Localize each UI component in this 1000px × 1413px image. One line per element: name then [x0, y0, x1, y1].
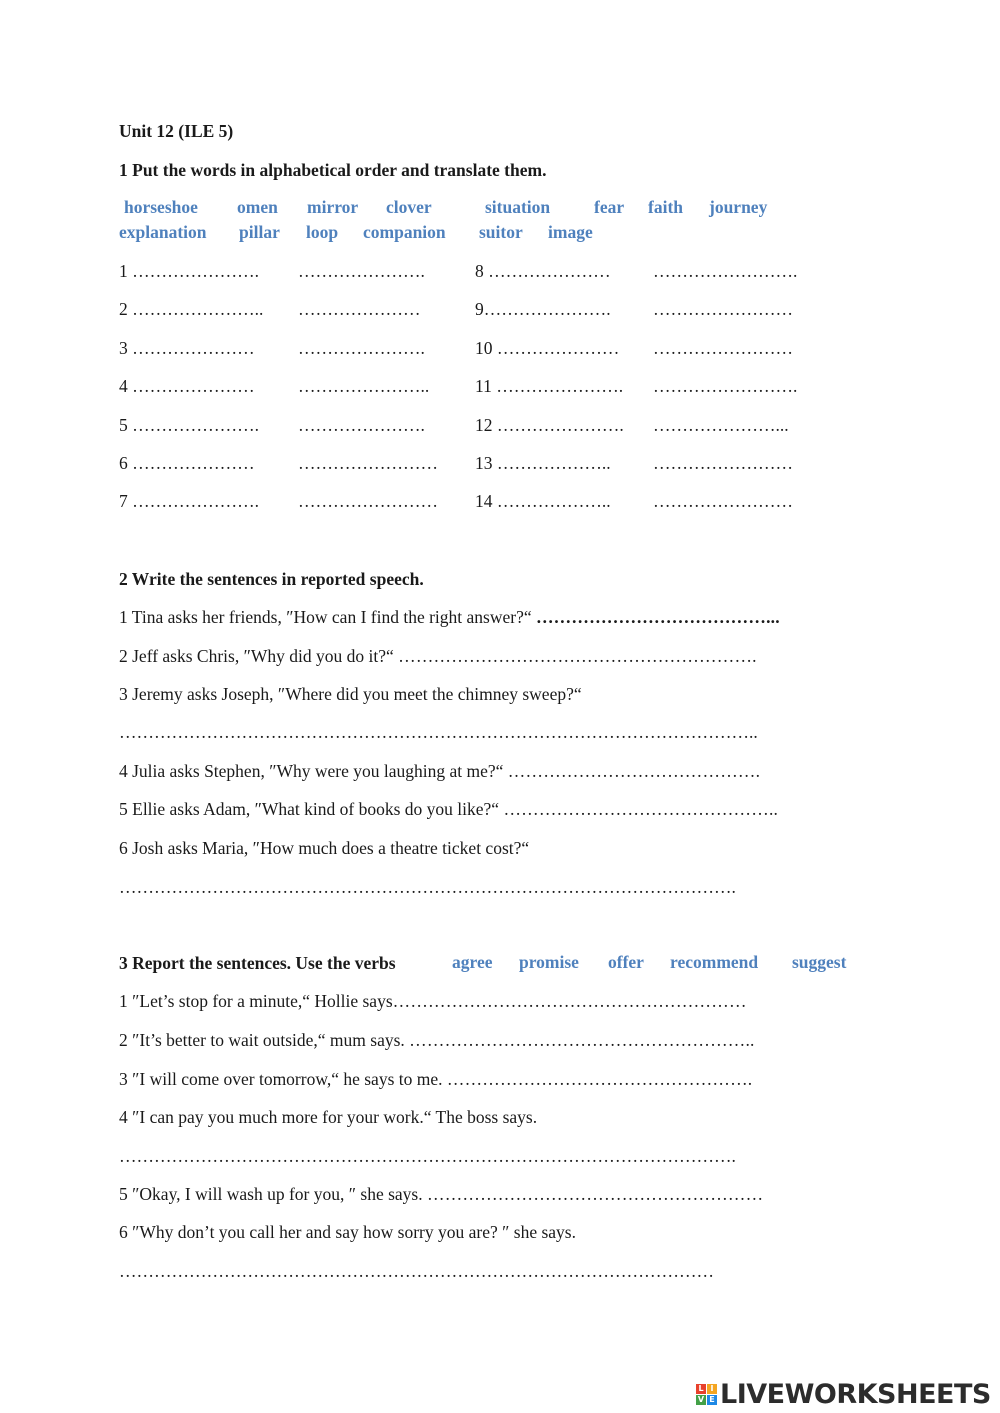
exercise-item — [119, 606, 780, 628]
answer-blank[interactable]: ……………………………………………………. — [398, 646, 757, 666]
exercise-prompt: 6 Josh asks Maria, ″How much does a theatre ticket cost?“ — [119, 838, 530, 858]
answer-blank[interactable]: 1 …………………. — [119, 261, 259, 281]
exercise-item — [119, 1183, 763, 1205]
word-bank-item: image — [548, 222, 593, 242]
translation-blank[interactable]: ………………… — [298, 299, 421, 319]
answer-blank[interactable]: …………………………………………………… — [392, 991, 747, 1011]
answer-blank[interactable]: 6 ………………… — [119, 453, 255, 473]
translation-blank[interactable]: …………………… — [653, 338, 793, 358]
word-bank-item: mirror — [307, 197, 359, 217]
translation-blank[interactable]: …………………… — [653, 491, 793, 511]
word-bank-item: omen — [237, 197, 278, 217]
exercise-item — [119, 798, 778, 820]
exercise-item — [119, 1106, 537, 1128]
exercise-item — [119, 760, 760, 782]
exercise-prompt: 2 Jeff asks Chris, ″Why did you do it?“ — [119, 646, 394, 666]
exercise-item — [119, 1068, 752, 1090]
word-bank-item: explanation — [119, 222, 207, 242]
exercise-prompt: 3 ″I will come over tomorrow,“ he says to me. — [119, 1069, 443, 1089]
translation-blank[interactable]: …………………… — [653, 299, 793, 319]
section-3-heading-row — [119, 952, 396, 974]
answer-blank[interactable]: ………………………………………………………………………………………… — [119, 1261, 714, 1281]
exercise-prompt: 2 ″It’s better to wait outside,“ mum says. — [119, 1030, 405, 1050]
word-bank-item: companion — [363, 222, 446, 242]
exercise-item — [119, 1029, 755, 1051]
answer-blank[interactable]: 8 ………………… — [475, 261, 611, 281]
answer-blank[interactable]: 2 ………………….. — [119, 299, 264, 319]
answer-blank[interactable]: 12 …………………. — [475, 415, 624, 435]
answer-blank[interactable]: 4 ………………… — [119, 376, 255, 396]
answer-blank[interactable]: ……………………………………….. — [503, 799, 779, 819]
answer-blank[interactable]: ……………………………………………………………………………………………. — [119, 877, 736, 897]
translation-blank[interactable]: …………………… — [653, 453, 793, 473]
translation-blank[interactable]: …………………. — [298, 415, 425, 435]
answer-blank[interactable]: 9…………………. — [475, 299, 611, 319]
answer-blank[interactable]: 13 ……………….. — [475, 453, 611, 473]
section-3-heading: 3 Report the sentences. Use the verbs — [119, 953, 396, 973]
answer-blank[interactable]: ……………………………………………. — [446, 1069, 753, 1089]
exercise-prompt: 4 Julia asks Stephen, ″Why were you laughing at me?“ — [119, 761, 504, 781]
page-title: Unit 12 (ILE 5) — [119, 121, 234, 141]
word-bank-item: loop — [306, 222, 339, 242]
translation-blank[interactable]: ……………………. — [653, 376, 798, 396]
translation-blank[interactable]: …………………... — [653, 415, 789, 435]
answer-blank[interactable]: 11 …………………. — [475, 376, 624, 396]
exercise-prompt: 6 ″Why don’t you call her and say how sorry you are? ″ she says. — [119, 1222, 576, 1242]
translation-blank[interactable]: …………………. — [298, 261, 425, 281]
verb-bank-item: promise — [519, 952, 579, 972]
liveworksheets-logo[interactable] — [696, 1378, 991, 1410]
exercise-prompt: 4 ″I can pay you much more for your work.“ The boss says. — [119, 1107, 538, 1127]
logo-mark-icon — [696, 1384, 717, 1405]
exercise-item — [119, 990, 747, 1012]
translation-blank[interactable]: …………………… — [298, 491, 438, 511]
answer-blank[interactable]: 3 ………………… — [119, 338, 255, 358]
word-bank-item: clover — [386, 197, 432, 217]
answer-blank[interactable]: ……………………………………………………………………………………………. — [119, 1146, 736, 1166]
logo-mark-tile: L — [696, 1384, 706, 1394]
logo-mark-tile: I — [707, 1384, 717, 1394]
verb-bank-item: suggest — [792, 952, 847, 972]
translation-blank[interactable]: ……………………. — [653, 261, 798, 281]
exercise-item — [119, 645, 757, 667]
word-bank-item: journey — [709, 197, 768, 217]
translation-blank[interactable]: ………………….. — [298, 376, 430, 396]
exercise-prompt: 5 Ellie asks Adam, ″What kind of books do you like?“ — [119, 799, 500, 819]
word-bank-item: pillar — [239, 222, 280, 242]
answer-blank[interactable]: …………………………………... — [535, 607, 780, 627]
logo-text: LIVEWORKSHEETS — [720, 1378, 991, 1410]
answer-blank[interactable]: ……………………………………. — [507, 761, 761, 781]
verb-bank-item: recommend — [670, 952, 759, 972]
exercise-prompt: 1 ″Let’s stop for a minute,“ Hollie says — [119, 991, 393, 1011]
exercise-item — [119, 837, 529, 859]
exercise-prompt: 5 ″Okay, I will wash up for you, ″ she says. — [119, 1184, 423, 1204]
answer-blank[interactable]: ……………………………………………………………………………………………….. — [119, 722, 758, 742]
answer-blank[interactable]: 14 ……………….. — [475, 491, 611, 511]
exercise-item — [119, 683, 582, 705]
exercise-item — [119, 1221, 576, 1243]
word-bank-item: situation — [485, 197, 551, 217]
answer-blank[interactable]: ………………………………………………… — [427, 1184, 764, 1204]
verb-bank-item: agree — [452, 952, 493, 972]
word-bank-item: horseshoe — [124, 197, 198, 217]
exercise-prompt: 1 Tina asks her friends, ″How can I find the right answer?“ — [119, 607, 532, 627]
verb-bank-item: offer — [608, 952, 644, 972]
answer-blank[interactable]: 7 …………………. — [119, 491, 259, 511]
word-bank-item: faith — [648, 197, 683, 217]
section-2-heading: 2 Write the sentences in reported speech. — [119, 569, 424, 589]
answer-blank[interactable]: ………………………………………………….. — [409, 1030, 755, 1050]
section-1-heading: 1 Put the words in alphabetical order and translate them. — [119, 160, 547, 180]
answer-blank[interactable]: 5 …………………. — [119, 415, 259, 435]
logo-mark-tile: V — [697, 1394, 705, 1404]
exercise-prompt: 3 Jeremy asks Joseph, ″Where did you meet the chimney sweep?“ — [119, 684, 582, 704]
word-bank-item: suitor — [479, 222, 523, 242]
logo-mark-tile: E — [707, 1395, 717, 1405]
translation-blank[interactable]: …………………… — [298, 453, 438, 473]
answer-blank[interactable]: 10 ………………… — [475, 338, 620, 358]
word-bank-item: fear — [594, 197, 625, 217]
translation-blank[interactable]: …………………. — [298, 338, 425, 358]
